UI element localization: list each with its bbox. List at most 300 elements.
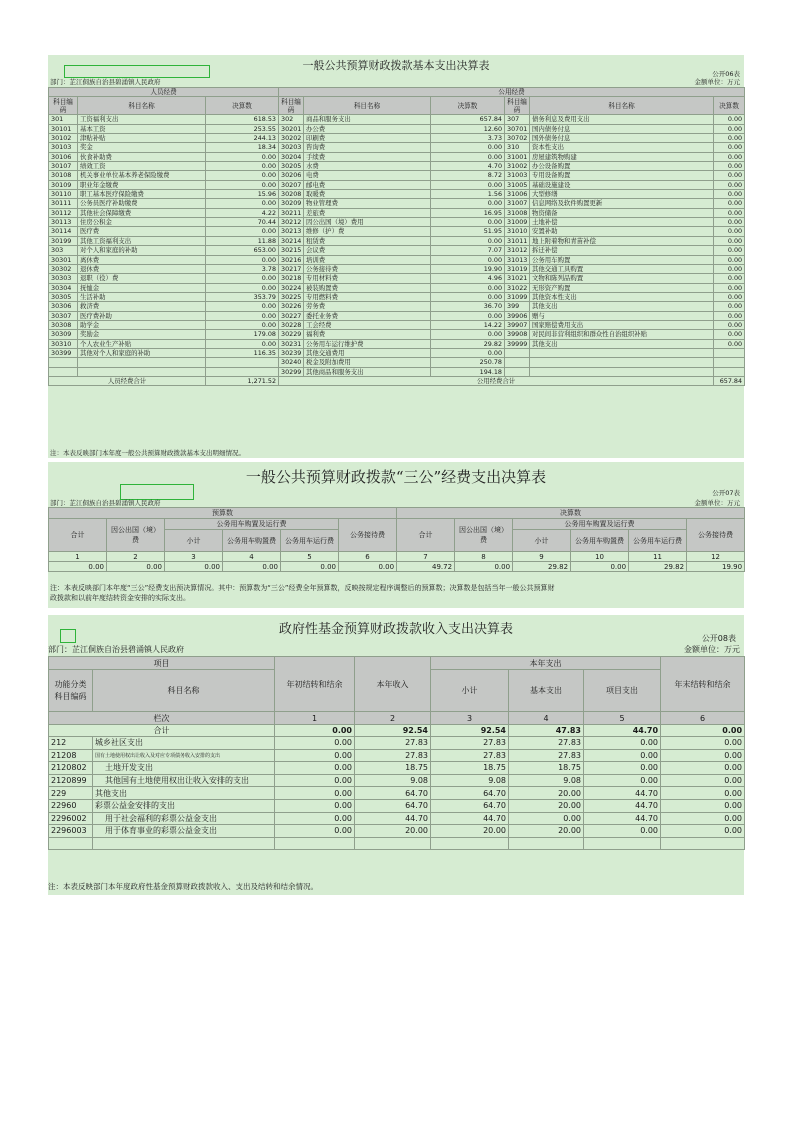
capital-name: 基础设施建设	[530, 180, 714, 189]
expense-subtotal: 64.70	[431, 799, 509, 812]
col-total: 合计	[49, 519, 107, 552]
col-code: 科目编码	[279, 97, 304, 115]
project-expense: 44.70	[584, 799, 661, 812]
capital-name: 资本性支出	[530, 143, 714, 152]
personnel-code: 303	[49, 246, 78, 255]
col-amount: 决算数	[431, 97, 505, 115]
public-amount: 36.70	[431, 302, 505, 311]
col-func-code: 功能分类科目编码	[49, 670, 93, 712]
total-cell: 0.00	[275, 725, 355, 737]
col-index: 4	[223, 552, 281, 562]
end-balance: 0.00	[661, 799, 745, 812]
public-name: 工会经费	[304, 320, 431, 329]
personnel-amount	[206, 358, 279, 367]
personnel-amount: 244.13	[206, 134, 279, 143]
personnel-name: 抚恤金	[78, 283, 206, 292]
personnel-code: 30310	[49, 339, 78, 348]
col-index: 11	[629, 552, 687, 562]
basic-expense: 0.00	[509, 812, 584, 825]
col-end-balance: 年末结转和结余	[661, 657, 745, 712]
income: 64.70	[355, 799, 431, 812]
income: 27.83	[355, 749, 431, 762]
personnel-code: 30109	[49, 180, 78, 189]
personnel-code: 301	[49, 115, 78, 124]
public-code: 30229	[279, 330, 304, 339]
personnel-code: 30309	[49, 330, 78, 339]
table-row	[49, 812, 745, 825]
personnel-amount: 18.34	[206, 143, 279, 152]
col-index: 7	[397, 552, 455, 562]
sheet1-code: 公开06表	[712, 70, 740, 78]
capital-amount: 0.00	[714, 264, 745, 273]
personnel-name: 工资福利支出	[78, 115, 206, 124]
func-code: 2296002	[49, 812, 93, 825]
public-amount: 250.78	[431, 358, 505, 367]
capital-name	[530, 358, 714, 367]
basic-expense: 20.00	[509, 825, 584, 838]
subject-name: 彩票公益金安排的支出	[93, 799, 275, 812]
personnel-name: 津贴补贴	[78, 134, 206, 143]
personnel-amount: 0.00	[206, 255, 279, 264]
public-name: 水费	[304, 162, 431, 171]
personnel-code: 30304	[49, 283, 78, 292]
empty-cell	[509, 837, 584, 849]
income: 64.70	[355, 787, 431, 800]
public-name: 租赁费	[304, 236, 431, 245]
public-name: 邮电费	[304, 180, 431, 189]
subject-name: 土地开发支出	[93, 762, 275, 775]
personnel-amount: 0.00	[206, 162, 279, 171]
row-total	[49, 725, 745, 737]
public-amount: 0.00	[431, 348, 505, 357]
col-index: 6	[339, 552, 397, 562]
personnel-code: 30301	[49, 255, 78, 264]
personnel-name: 机关事业单位基本养老保险缴费	[78, 171, 206, 180]
capital-amount: 0.00	[714, 236, 745, 245]
sheet-basic-expenditure	[48, 55, 744, 458]
col-income: 本年收入	[355, 657, 431, 712]
col-project: 项目支出	[584, 670, 661, 712]
capital-code: 31010	[505, 227, 530, 236]
personnel-code: 30303	[49, 274, 78, 283]
capital-amount: 0.00	[714, 255, 745, 264]
personnel-amount: 116.35	[206, 348, 279, 357]
capital-code: 30702	[505, 134, 530, 143]
public-amount: 0.00	[431, 330, 505, 339]
personnel-name	[78, 358, 206, 367]
col-begin-balance: 年初结转和结余	[275, 657, 355, 712]
table-row	[49, 180, 745, 189]
capital-amount: 0.00	[714, 199, 745, 208]
sheet2-note-line2: 政拨款和以前年度结转资金安排的实际支出。	[50, 594, 190, 602]
project-expense: 0.00	[584, 825, 661, 838]
total-row	[49, 376, 745, 385]
personnel-amount: 11.88	[206, 236, 279, 245]
col-index: 3	[431, 712, 509, 725]
capital-amount	[714, 348, 745, 357]
col-index: 5	[281, 552, 339, 562]
col-name: 科目名称	[304, 97, 431, 115]
personnel-code: 30107	[49, 162, 78, 171]
col-index: 8	[455, 552, 513, 562]
col-total: 合计	[397, 519, 455, 552]
basic-expense: 27.83	[509, 749, 584, 762]
col-index: 3	[165, 552, 223, 562]
end-balance: 0.00	[661, 749, 745, 762]
personnel-name: 离休费	[78, 255, 206, 264]
personnel-amount: 3.78	[206, 264, 279, 273]
capital-name: 土地补偿	[530, 218, 714, 227]
table-row	[49, 124, 745, 133]
personnel-amount: 0.00	[206, 339, 279, 348]
capital-amount: 0.00	[714, 143, 745, 152]
basic-expense: 20.00	[509, 799, 584, 812]
table-row	[49, 762, 745, 775]
col-car-buy: 公务用车购置费	[223, 530, 281, 552]
col-index: 2	[355, 712, 431, 725]
public-amount: 19.90	[431, 264, 505, 273]
value-cell: 0.00	[571, 562, 629, 572]
public-code: 30239	[279, 348, 304, 357]
capital-name: 其他交通工具购置	[530, 264, 714, 273]
group-public: 公用经费	[279, 88, 745, 97]
expense-subtotal: 9.08	[431, 774, 509, 787]
sheet1-dept: 部门：芷江侗族自治县碧涌镇人民政府	[50, 78, 161, 86]
personnel-name: 其他社会保障缴费	[78, 208, 206, 217]
table-row	[49, 115, 745, 124]
capital-name: 无形资产购置	[530, 283, 714, 292]
func-code: 2120899	[49, 774, 93, 787]
personnel-amount: 653.00	[206, 246, 279, 255]
expense-subtotal: 27.83	[431, 749, 509, 762]
personnel-code: 30106	[49, 152, 78, 161]
capital-name: 其他支出	[530, 302, 714, 311]
capital-code: 31007	[505, 199, 530, 208]
public-code: 30216	[279, 255, 304, 264]
public-amount: 0.00	[431, 199, 505, 208]
public-amount: 0.00	[431, 152, 505, 161]
public-name: 取暖费	[304, 190, 431, 199]
public-code: 30299	[279, 367, 304, 376]
capital-amount: 0.00	[714, 311, 745, 320]
begin-balance: 0.00	[275, 787, 355, 800]
basic-expense: 9.08	[509, 774, 584, 787]
subject-name: 用于社会福利的彩票公益金支出	[93, 812, 275, 825]
begin-balance: 0.00	[275, 825, 355, 838]
total-cell: 92.54	[355, 725, 431, 737]
table-row	[49, 348, 745, 357]
selection-box	[64, 65, 210, 78]
table-row	[49, 236, 745, 245]
capital-name: 赠与	[530, 311, 714, 320]
public-amount: 0.00	[431, 180, 505, 189]
public-name: 委托业务费	[304, 311, 431, 320]
col-car: 公务用车购置及运行费	[513, 519, 687, 530]
income: 9.08	[355, 774, 431, 787]
personnel-amount: 0.00	[206, 171, 279, 180]
personnel-amount: 15.96	[206, 190, 279, 199]
capital-name: 信息网络及软件购置更新	[530, 199, 714, 208]
end-balance: 0.00	[661, 737, 745, 750]
public-code: 30224	[279, 283, 304, 292]
capital-name: 大型修缮	[530, 190, 714, 199]
public-amount: 8.72	[431, 171, 505, 180]
table-row	[49, 218, 745, 227]
public-code: 30228	[279, 320, 304, 329]
value-cell: 0.00	[455, 562, 513, 572]
capital-name: 其他支出	[530, 339, 714, 348]
value-cell: 29.82	[513, 562, 571, 572]
expense-subtotal: 64.70	[431, 787, 509, 800]
capital-name: 债务利息及费用支出	[530, 115, 714, 124]
project-expense: 0.00	[584, 749, 661, 762]
col-car-run: 公务用车运行费	[629, 530, 687, 552]
table-row	[49, 737, 745, 750]
group-final: 决算数	[397, 508, 745, 519]
public-code: 30211	[279, 208, 304, 217]
three-public-table	[48, 507, 745, 572]
table-row	[49, 367, 745, 376]
public-amount: 0.00	[431, 255, 505, 264]
personnel-amount: 618.53	[206, 115, 279, 124]
col-subtotal: 小计	[431, 670, 509, 712]
func-code: 229	[49, 787, 93, 800]
func-code: 22960	[49, 799, 93, 812]
personnel-code: 30108	[49, 171, 78, 180]
public-code: 30201	[279, 124, 304, 133]
personnel-code: 30199	[49, 236, 78, 245]
personnel-name: 救济费	[78, 302, 206, 311]
public-code: 30203	[279, 143, 304, 152]
public-name: 税金及附加费用	[304, 358, 431, 367]
capital-name: 其他资本性支出	[530, 292, 714, 301]
personnel-name: 对个人和家庭的补助	[78, 246, 206, 255]
public-code: 30215	[279, 246, 304, 255]
capital-code	[505, 348, 530, 357]
public-name: 手续费	[304, 152, 431, 161]
public-name: 因公出国（境）费用	[304, 218, 431, 227]
capital-code: 39999	[505, 339, 530, 348]
basic-expenditure-table	[48, 87, 745, 386]
expense-subtotal: 18.75	[431, 762, 509, 775]
col-basic: 基本支出	[509, 670, 584, 712]
empty-cell	[431, 837, 509, 849]
col-index: 10	[571, 552, 629, 562]
capital-code: 39908	[505, 330, 530, 339]
capital-code: 31099	[505, 292, 530, 301]
capital-name: 房屋建筑物购建	[530, 152, 714, 161]
capital-name: 文物和陈列品购置	[530, 274, 714, 283]
table-row	[49, 774, 745, 787]
table-row	[49, 330, 745, 339]
value-cell: 49.72	[397, 562, 455, 572]
capital-code: 31002	[505, 162, 530, 171]
personnel-name: 奖金	[78, 143, 206, 152]
sheet2-unit: 金额单位：万元	[694, 499, 740, 507]
capital-name: 公务用车购置	[530, 255, 714, 264]
personnel-name: 伙食补助费	[78, 152, 206, 161]
personnel-name: 职工基本医疗保险缴费	[78, 190, 206, 199]
capital-amount: 0.00	[714, 171, 745, 180]
sheet3-code: 公开08表	[701, 634, 736, 643]
row-col-index	[49, 712, 745, 725]
personnel-name: 公务员医疗补助缴费	[78, 199, 206, 208]
public-name: 被装购置费	[304, 283, 431, 292]
col-index: 4	[509, 712, 584, 725]
sheet1-title: 一般公共预算财政拨款基本支出决算表	[302, 59, 490, 72]
public-amount: 0.00	[431, 283, 505, 292]
public-name: 差旅费	[304, 208, 431, 217]
col-code: 科目编码	[505, 97, 530, 115]
personnel-code: 30307	[49, 311, 78, 320]
func-code: 2296003	[49, 825, 93, 838]
value-cell: 0.00	[165, 562, 223, 572]
capital-name: 国家赔偿费用支出	[530, 320, 714, 329]
capital-code: 31019	[505, 264, 530, 273]
col-car-buy: 公务用车购置费	[571, 530, 629, 552]
sheet2-code: 公开07表	[712, 489, 740, 497]
personnel-name: 退休费	[78, 264, 206, 273]
group-budget: 预算数	[49, 508, 397, 519]
personnel-code	[49, 358, 78, 367]
public-amount: 4.96	[431, 274, 505, 283]
col-index-row	[49, 552, 745, 562]
personnel-amount: 0.00	[206, 320, 279, 329]
begin-balance: 0.00	[275, 749, 355, 762]
table-row	[49, 283, 745, 292]
table-row	[49, 320, 745, 329]
total-cell: 44.70	[584, 725, 661, 737]
public-amount: 1.56	[431, 190, 505, 199]
personnel-code: 30306	[49, 302, 78, 311]
personnel-total-label: 人员经费合计	[49, 376, 206, 385]
col-abroad: 因公出国（境）费	[455, 519, 513, 552]
sheet2-title: 一般公共预算财政拨款“三公”经费支出决算表	[245, 468, 547, 486]
public-amount: 0.00	[431, 292, 505, 301]
public-code: 30213	[279, 227, 304, 236]
capital-code: 39907	[505, 320, 530, 329]
sheet-gov-fund	[48, 615, 744, 895]
public-code: 30204	[279, 152, 304, 161]
personnel-amount: 0.00	[206, 152, 279, 161]
empty-cell	[49, 837, 93, 849]
personnel-name: 其他工资福利支出	[78, 236, 206, 245]
public-name: 专用材料费	[304, 274, 431, 283]
public-code: 30208	[279, 190, 304, 199]
personnel-amount: 0.00	[206, 227, 279, 236]
personnel-code: 30305	[49, 292, 78, 301]
total-cell: 0.00	[661, 725, 745, 737]
personnel-name: 奖励金	[78, 330, 206, 339]
public-code: 30214	[279, 236, 304, 245]
public-name: 物业管理费	[304, 199, 431, 208]
personnel-name: 其他对个人和家庭的补助	[78, 348, 206, 357]
table-row	[49, 311, 745, 320]
value-cell: 0.00	[223, 562, 281, 572]
personnel-amount: 253.55	[206, 124, 279, 133]
col-item: 项目	[49, 657, 275, 670]
capital-code: 31001	[505, 152, 530, 161]
capital-code: 31008	[505, 208, 530, 217]
value-cell: 0.00	[339, 562, 397, 572]
value-cell: 0.00	[107, 562, 165, 572]
public-name: 公务用车运行维护费	[304, 339, 431, 348]
func-code: 2120802	[49, 762, 93, 775]
subject-name: 国有土地使用权出让收入及对应专项债务收入安排的支出	[93, 749, 275, 762]
total-label: 合计	[49, 725, 275, 737]
gov-fund-table	[48, 656, 745, 850]
personnel-name: 基本工资	[78, 124, 206, 133]
personnel-amount: 0.00	[206, 302, 279, 311]
col-subject: 科目名称	[93, 670, 275, 712]
public-code: 30206	[279, 171, 304, 180]
sheet3-unit: 金额单位：万元	[684, 645, 740, 654]
personnel-name: 助学金	[78, 320, 206, 329]
value-cell: 0.00	[49, 562, 107, 572]
capital-code: 31009	[505, 218, 530, 227]
capital-code: 399	[505, 302, 530, 311]
table-row	[49, 292, 745, 301]
col-reception: 公务接待费	[339, 519, 397, 552]
income: 18.75	[355, 762, 431, 775]
subject-name: 其他国有土地使用权出让收入安排的支出	[93, 774, 275, 787]
table-row	[49, 152, 745, 161]
public-name: 专用燃料费	[304, 292, 431, 301]
end-balance: 0.00	[661, 762, 745, 775]
col-index: 9	[513, 552, 571, 562]
col-subtotal: 小计	[165, 530, 223, 552]
personnel-amount	[206, 367, 279, 376]
table-row	[49, 246, 745, 255]
capital-code: 31011	[505, 236, 530, 245]
personnel-name: 个人农业生产补贴	[78, 339, 206, 348]
capital-code: 39906	[505, 311, 530, 320]
capital-amount: 0.00	[714, 115, 745, 124]
capital-amount: 0.00	[714, 124, 745, 133]
capital-name: 专用设备购置	[530, 171, 714, 180]
blank-row	[49, 837, 745, 849]
public-name: 办公费	[304, 124, 431, 133]
public-code: 30218	[279, 274, 304, 283]
public-amount: 16.95	[431, 208, 505, 217]
capital-code: 31013	[505, 255, 530, 264]
col-expense: 本年支出	[431, 657, 661, 670]
capital-code: 31012	[505, 246, 530, 255]
subject-name: 用于体育事业的彩票公益金支出	[93, 825, 275, 838]
public-amount: 7.07	[431, 246, 505, 255]
capital-code: 31006	[505, 190, 530, 199]
personnel-code: 30302	[49, 264, 78, 273]
table-row	[49, 825, 745, 838]
capital-name: 办公设备购置	[530, 162, 714, 171]
personnel-code: 30102	[49, 134, 78, 143]
public-amount: 4.70	[431, 162, 505, 171]
end-balance: 0.00	[661, 774, 745, 787]
personnel-code: 30110	[49, 190, 78, 199]
empty-cell	[275, 837, 355, 849]
capital-amount: 0.00	[714, 227, 745, 236]
capital-amount: 0.00	[714, 320, 745, 329]
sheet2-note-line1: 注：本表反映部门本年度“三公”经费支出预决算情况。其中：预算数为“三公”经费全年预算数，反映按规定程序调整后的预算数；决算数是包括当年一般公共预算财	[50, 584, 555, 592]
public-code: 30217	[279, 264, 304, 273]
capital-code: 30701	[505, 124, 530, 133]
personnel-name: 职业年金缴费	[78, 180, 206, 189]
public-code: 30212	[279, 218, 304, 227]
capital-code: 31021	[505, 274, 530, 283]
capital-name: 安置补助	[530, 227, 714, 236]
public-name: 电费	[304, 171, 431, 180]
col-index: 5	[584, 712, 661, 725]
